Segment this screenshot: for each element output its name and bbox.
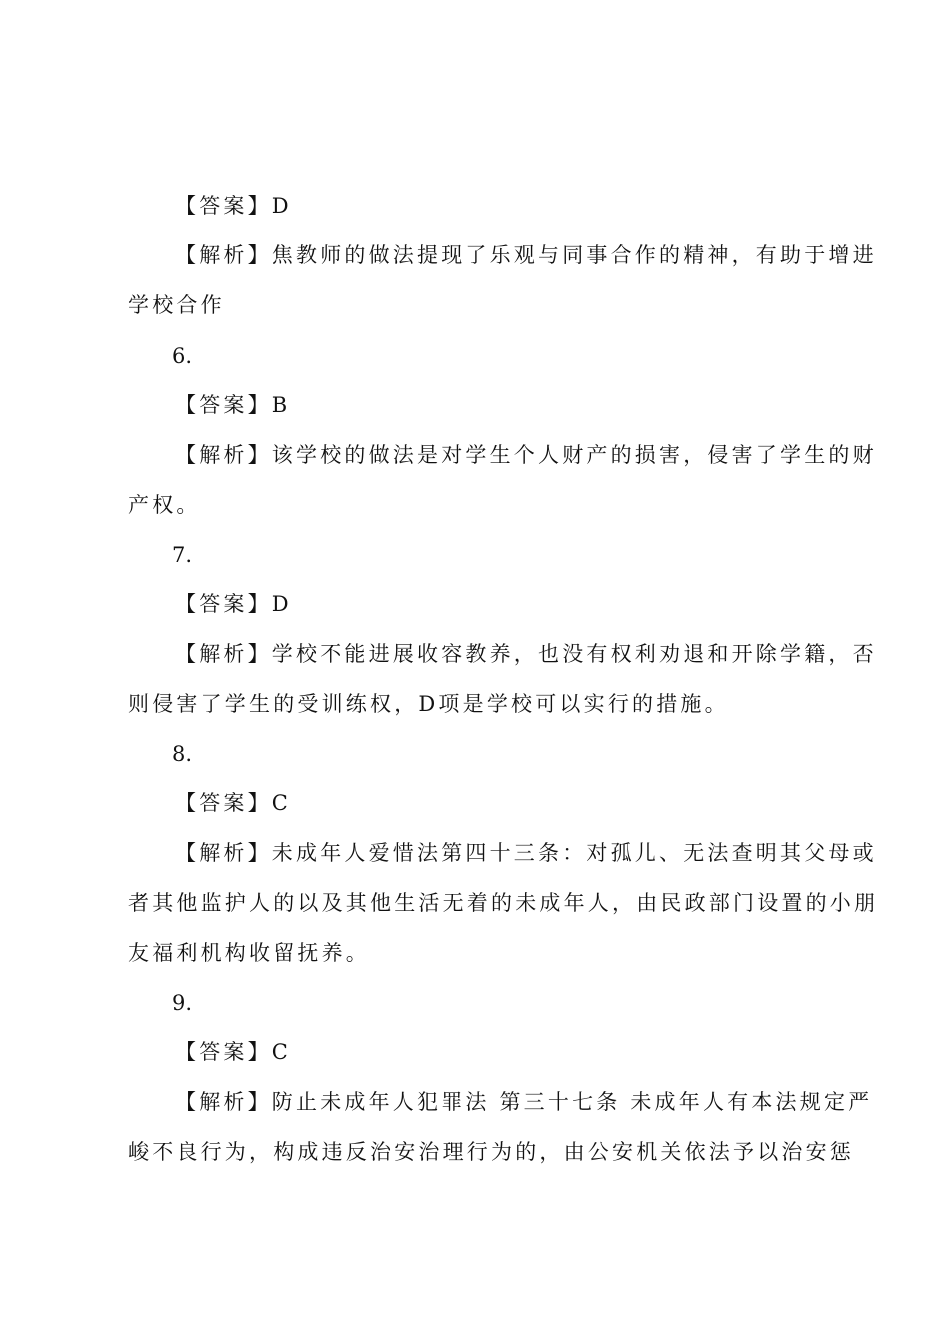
answer-line: 【答案】C — [175, 1040, 292, 1064]
analysis-line: 【解析】焦教师的做法提现了乐观与同事合作的精神，有助于增进 — [175, 243, 877, 267]
answer-line: 【答案】D — [175, 194, 292, 218]
analysis-line: 者其他监护人的以及其他生活无着的未成年人，由民政部门设置的小朋 — [128, 891, 879, 915]
analysis-line: 产权。 — [128, 493, 201, 517]
analysis-line: 则侵害了学生的受训练权，D项是学校可以实行的措施。 — [128, 692, 729, 716]
analysis-line: 峻不良行为，构成违反治安治理行为的，由公安机关依法予以治安惩 — [128, 1140, 854, 1164]
analysis-line: 友福利机构收留抚养。 — [128, 941, 370, 965]
answer-line: 【答案】D — [175, 592, 292, 616]
question-number: 9. — [172, 991, 193, 1015]
analysis-line: 【解析】该学校的做法是对学生个人财产的损害，侵害了学生的财 — [175, 443, 877, 467]
analysis-line: 【解析】学校不能进展收容教养，也没有权利劝退和开除学籍，否 — [175, 642, 877, 666]
analysis-line: 【解析】防止未成年人犯罪法 第三十七条 未成年人有本法规定严 — [175, 1090, 873, 1114]
question-number: 6. — [172, 344, 193, 368]
analysis-line: 【解析】未成年人爱惜法第四十三条：对孤儿、无法查明其父母或 — [175, 841, 877, 865]
answer-line: 【答案】B — [175, 393, 291, 417]
analysis-line: 学校合作 — [128, 293, 225, 317]
answer-line: 【答案】C — [175, 791, 292, 815]
question-number: 7. — [172, 543, 193, 567]
question-number: 8. — [172, 742, 193, 766]
